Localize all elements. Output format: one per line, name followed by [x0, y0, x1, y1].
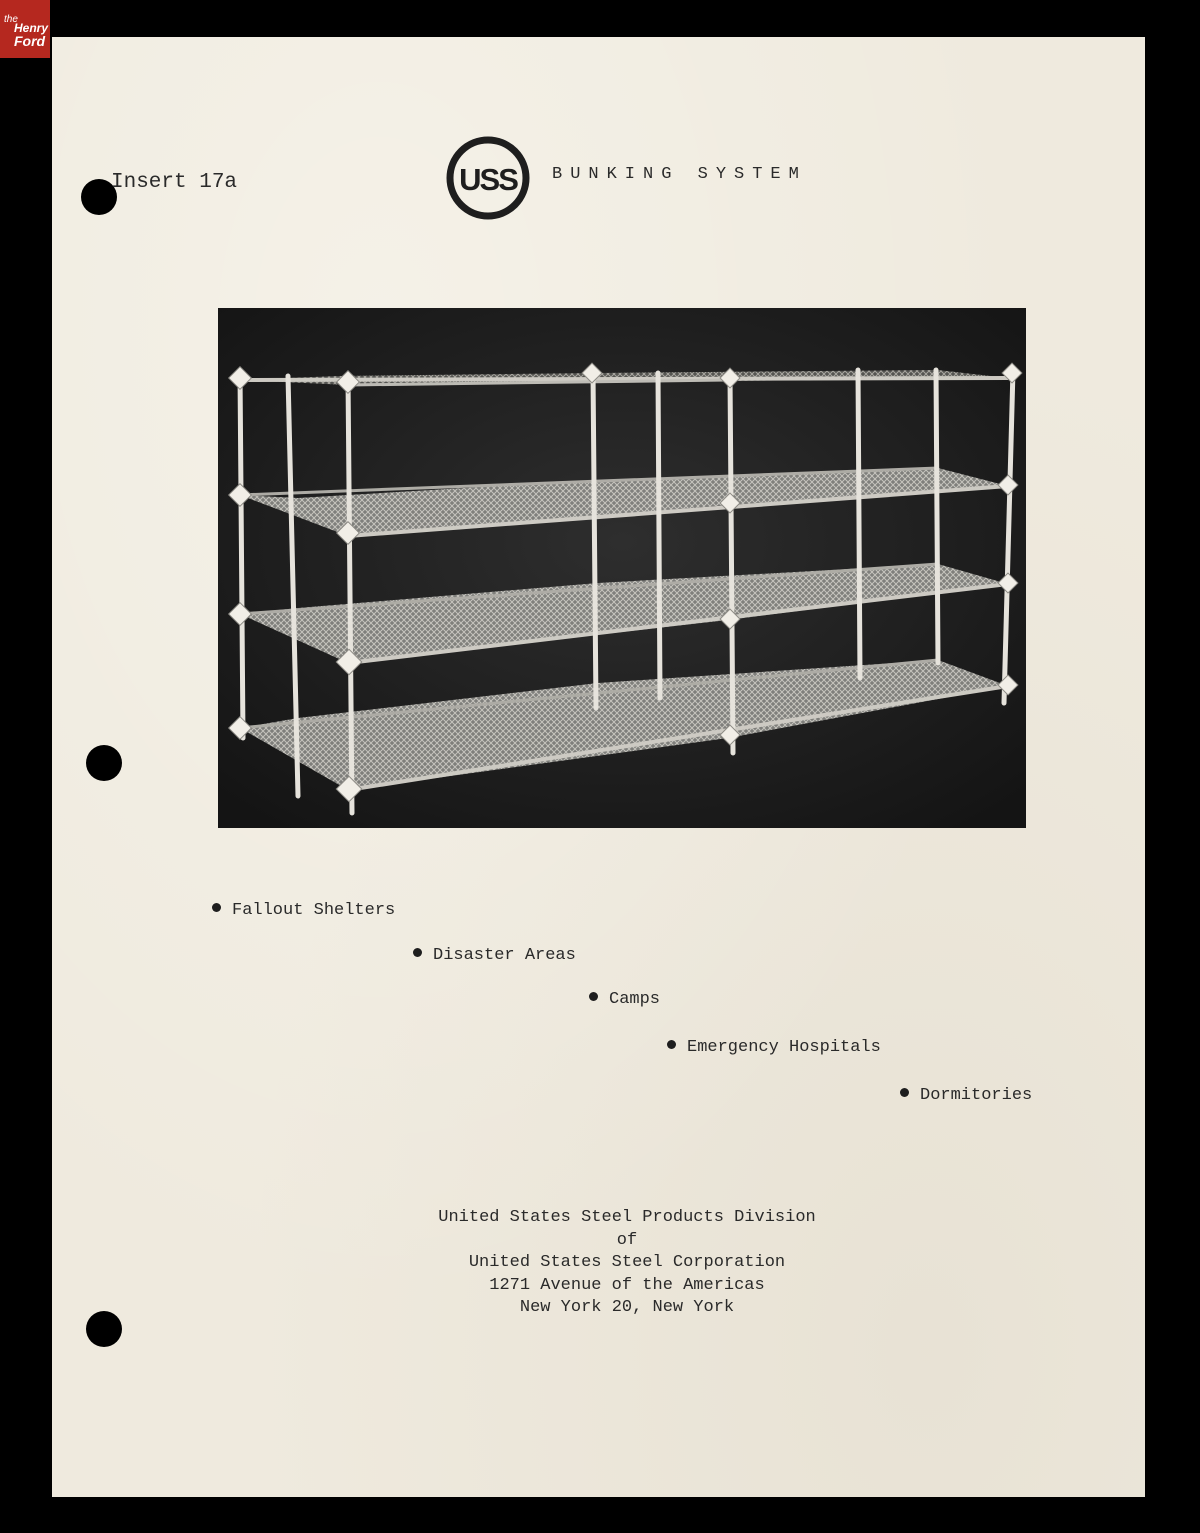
use-item-label: Fallout Shelters	[232, 901, 396, 920]
bunk-frame-illustration	[218, 308, 1026, 828]
use-item-camps	[589, 990, 660, 1009]
use-item-fallout-shelters	[212, 901, 395, 920]
use-item-emergency-hospitals	[667, 1038, 881, 1057]
punch-hole-bottom	[86, 1311, 122, 1347]
use-item-label: Dormitories	[920, 1086, 1033, 1105]
archive-logo-the: the	[4, 14, 18, 25]
bullet-dot-icon	[413, 948, 422, 957]
address-line: 1271 Avenue of the Americas	[489, 1275, 765, 1295]
archive-logo-henry: Henry	[14, 21, 49, 35]
archive-logo-ford: Ford	[14, 33, 46, 49]
archive-logo	[0, 0, 50, 58]
bullet-dot-icon	[667, 1040, 676, 1049]
address-line: United States Steel Products Division	[438, 1208, 816, 1227]
use-item-dormitories	[900, 1086, 1032, 1105]
address-line: of	[616, 1230, 638, 1250]
bullet-dot-icon	[900, 1088, 909, 1097]
product-photo	[218, 308, 1026, 828]
bullet-dot-icon	[589, 992, 598, 1001]
use-item-label: Disaster Areas	[433, 946, 576, 965]
company-address	[382, 1207, 872, 1320]
paper-page	[52, 37, 1145, 1497]
address-line: United States Steel Corporation	[468, 1253, 786, 1272]
page-title: BUNKING SYSTEM	[552, 165, 807, 184]
uss-logo-icon	[445, 135, 531, 221]
uss-logo-text: USS	[459, 162, 517, 197]
use-item-disaster-areas	[413, 946, 576, 965]
bullet-dot-icon	[212, 903, 221, 912]
use-item-label: Emergency Hospitals	[687, 1038, 881, 1057]
use-item-label: Camps	[609, 990, 661, 1009]
insert-label: Insert 17a	[111, 171, 238, 194]
punch-hole-middle	[86, 745, 122, 781]
address-line: New York 20, New York	[519, 1298, 735, 1317]
